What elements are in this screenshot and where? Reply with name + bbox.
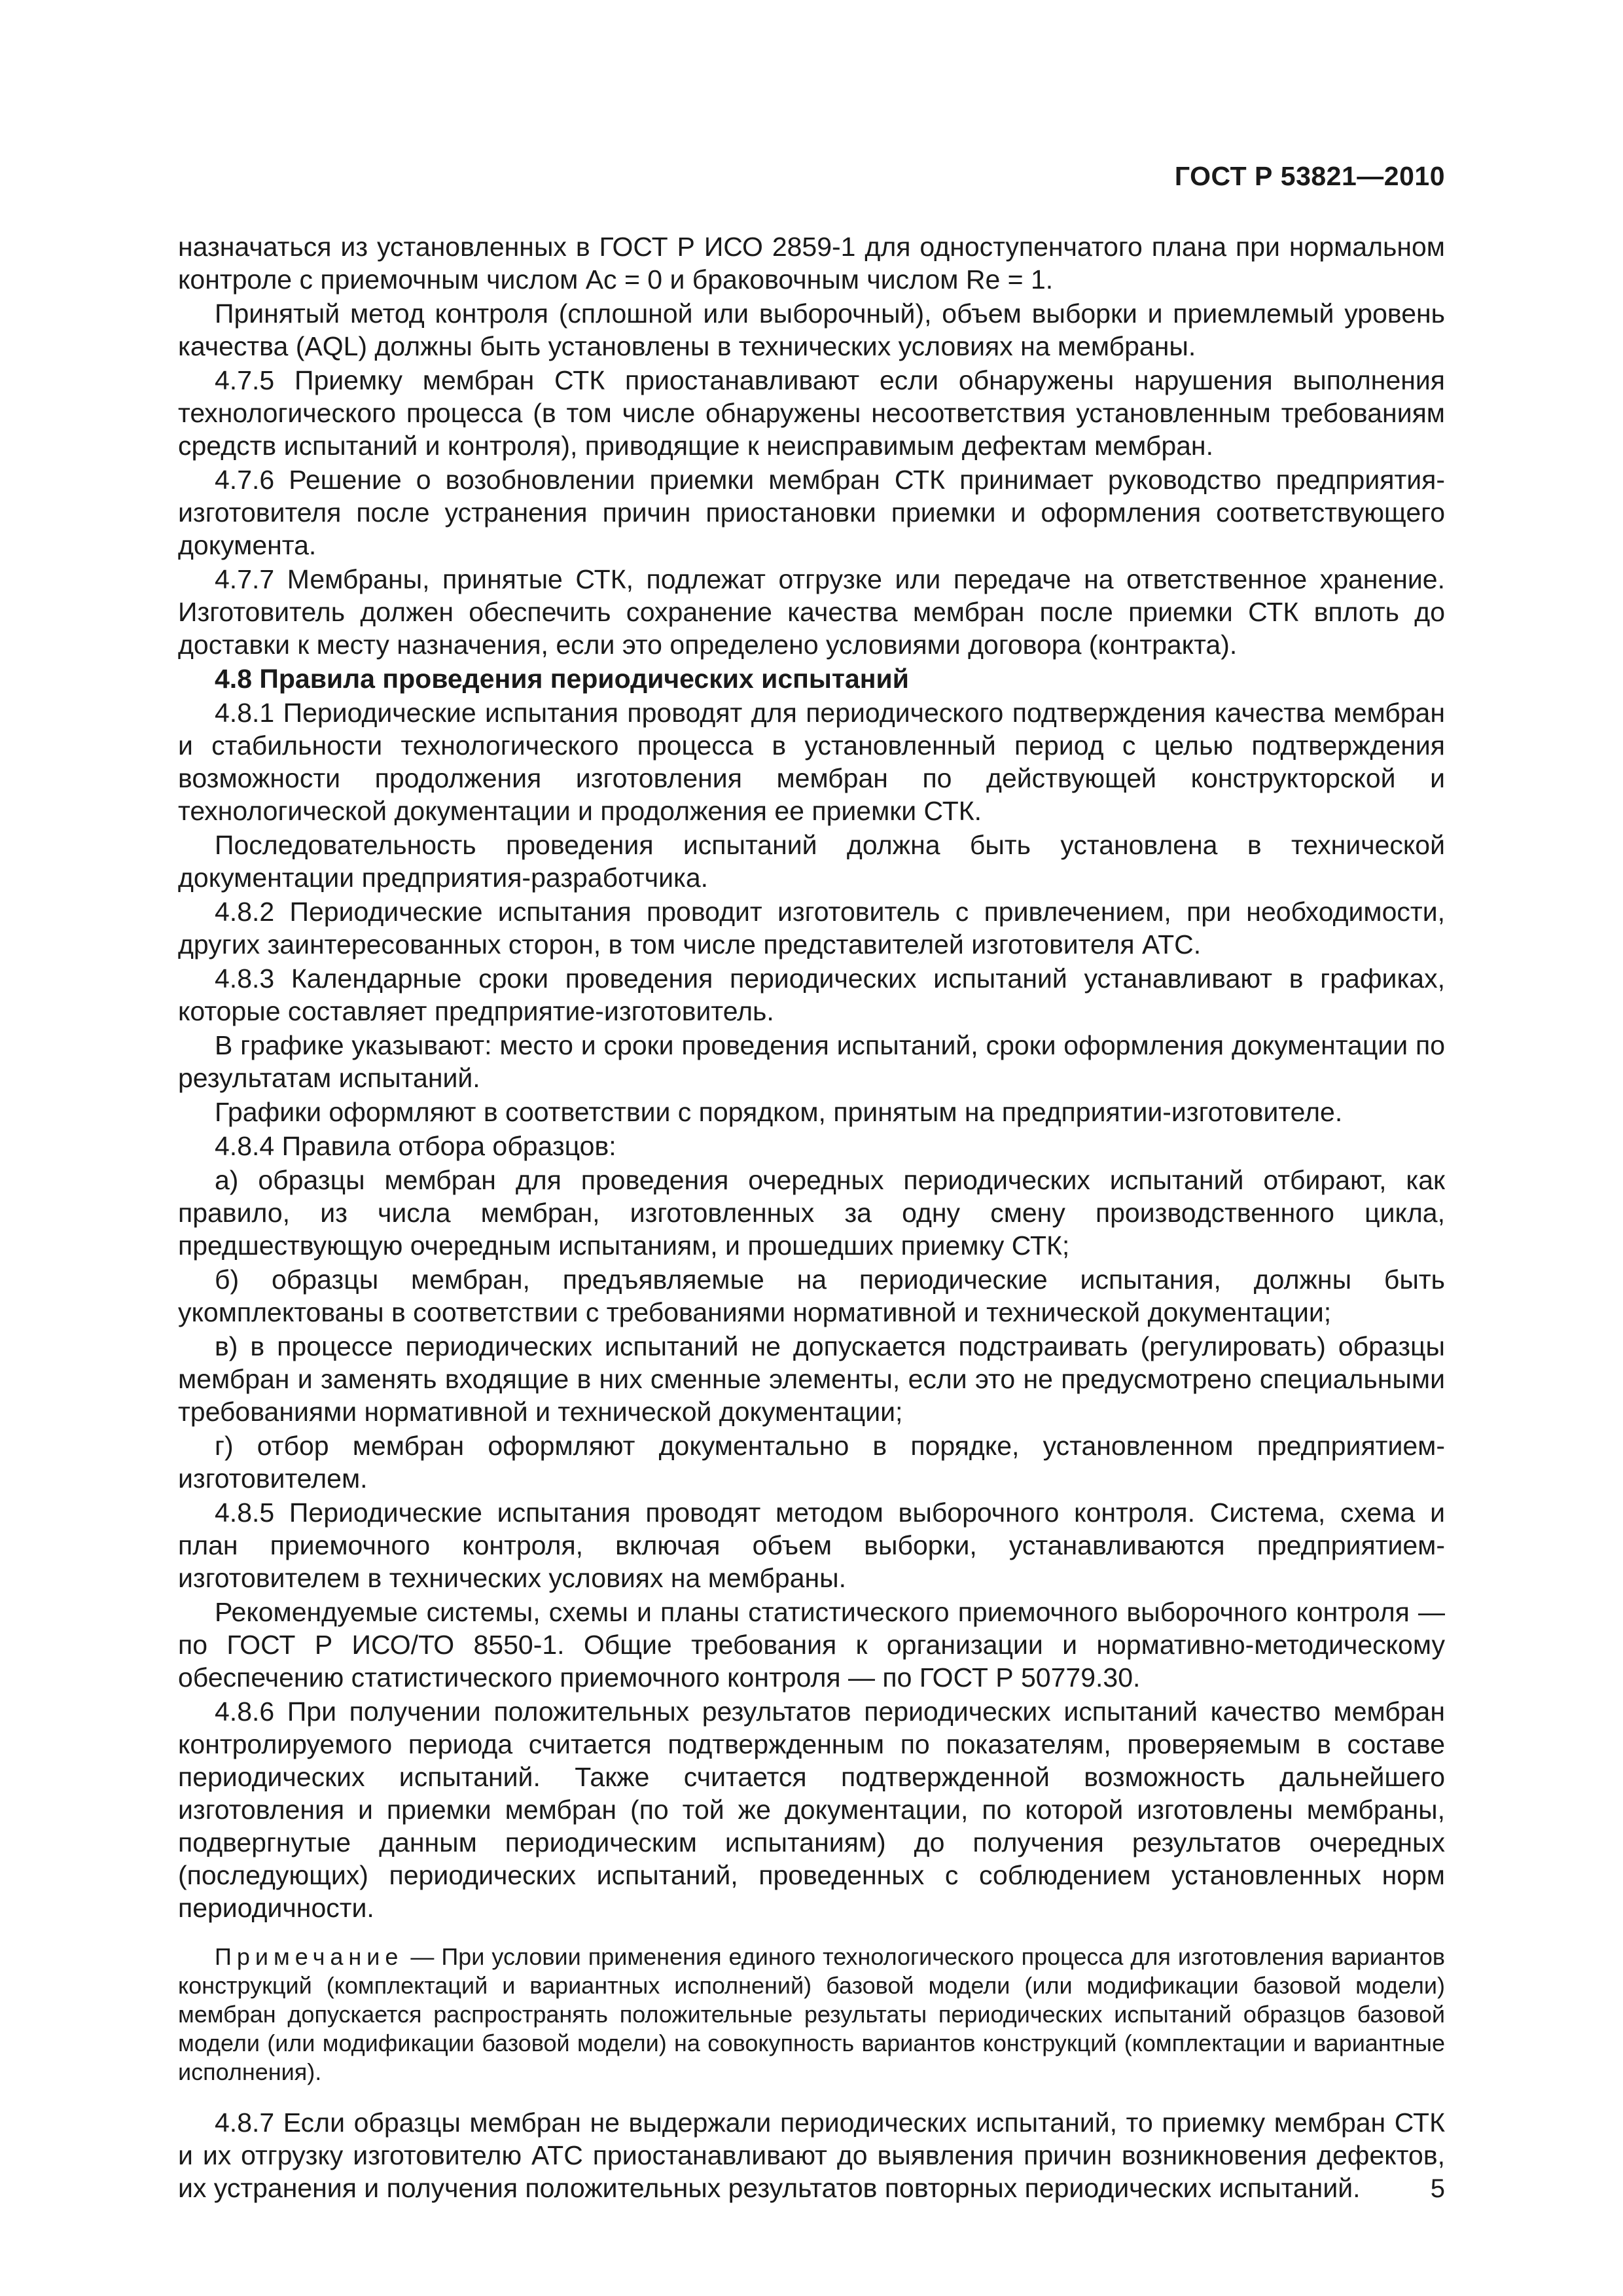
list-item-a: а) образцы мембран для проведения очередных периодических испытаний отбирают, как правило, из числа мембран, изготовленных за одну смену производственного цикла, предшествующую очередным испытаниям, и прошедших приемку СТК; xyxy=(178,1165,1445,1261)
list-item-g: г) отбор мембран оформляют документально в порядке, установленном предприятием-изготовителем. xyxy=(178,1431,1445,1494)
paragraph-4-8-3-schedule: В графике указывают: место и сроки проведения испытаний, сроки оформления документации по результатам испытаний. xyxy=(178,1030,1445,1093)
note xyxy=(178,1943,1445,2087)
paragraph-4-8-2: 4.8.2 Периодические испытания проводит изготовитель с привлечением, при необходимости, других заинтересованных сторон, в том числе представителей изготовителя АТС. xyxy=(178,897,1445,960)
paragraph-4-8-5: 4.8.5 Периодические испытания проводят методом выборочного контроля. Система, схема и план приемочного контроля, включая объем выборки, устанавливаются предприятием-изготовителем в технических условиях на мембраны. xyxy=(178,1498,1445,1593)
paragraph-4-8-1-sequence: Последовательность проведения испытаний должна быть установлена в технической документации предприятия-разработчика. xyxy=(178,830,1445,893)
paragraph-4-8-3: 4.8.3 Календарные сроки проведения периодических испытаний устанавливают в графиках, которые составляет предприятие-изготовитель. xyxy=(178,963,1445,1026)
page-number: 5 xyxy=(1430,2174,1445,2203)
paragraph-4-8-5-standards: Рекомендуемые системы, схемы и планы статистического приемочного выборочного контроля — по ГОСТ Р ИСО/ТО 8550-1. Общие требования к организации и нормативно-методическому обеспечению статистического приемочного контроля — по ГОСТ Р 50779.30. xyxy=(178,1597,1445,1693)
paragraph-4-8-1: 4.8.1 Периодические испытания проводят для периодического подтверждения качества мембран и стабильности технологического процесса в установленный период с целью подтверждения возможности продолжения изготовления мембран по действующей конструкторской и технологической документации и продолжения ее приемки СТК. xyxy=(178,698,1445,826)
paragraph-4-8-6: 4.8.6 При получении положительных результатов периодических испытаний качество мембран контролируемого периода считается подтвержденным по показателям, проверяемым в составе периодических испытаний. Также считается подтвержденной возможность дальнейшего изготовления и приемки мембран (по той же документации, по которой изготовлены мембраны, подвергнутые данным периодическим испытаниям) до получения результатов очередных (последующих) периодических испытаний, проведенных с соблюдением установленных норм периодичности. xyxy=(178,1696,1445,1923)
note-label: Примечание xyxy=(215,1943,404,1970)
paragraph-control-method: Принятый метод контроля (сплошной или выборочный), объем выборки и приемлемый уровень качества (AQL) должны быть установлены в технических условиях на мембраны. xyxy=(178,298,1445,361)
paragraph-4-7-6: 4.7.6 Решение о возобновлении приемки мембран СТК принимает руководство предприятия-изготовителя после устранения причин приостановки приемки и оформления соответствующего документа. xyxy=(178,465,1445,560)
paragraph-4-8-7: 4.8.7 Если образцы мембран не выдержали периодических испытаний, то приемку мембран СТК и их отгрузку изготовителю АТС приостанавливают до выявления причин возникновения дефектов, их устранения и получения положительных результатов повторных периодических испытаний. xyxy=(178,2108,1445,2203)
section-heading-4-8: 4.8 Правила проведения периодических испытаний xyxy=(215,664,909,694)
paragraph-4-8-4: 4.8.4 Правила отбора образцов: xyxy=(215,1131,616,1161)
document-body xyxy=(178,230,1445,2206)
paragraph-4-7-7: 4.7.7 Мембраны, принятые СТК, подлежат отгрузке или передаче на ответственное хранение. Изготовитель должен обеспечить сохранение качества мембран после приемки СТК вплоть до доставки к месту назначения, если это определено условиями договора (контракта). xyxy=(178,564,1445,660)
paragraph-4-7-5: 4.7.5 Приемку мембран СТК приостанавливают если обнаружены нарушения выполнения технологического процесса (в том числе обнаружены несоответствия установленным требованиям средств испытаний и контроля), приводящие к неисправимым дефектам мембран. xyxy=(178,365,1445,461)
paragraph-continuation: назначаться из установленных в ГОСТ Р ИСО 2859-1 для одноступенчатого плана при нормальном контроле с приемочным числом Ac = 0 и браковочным числом Re = 1. xyxy=(178,232,1445,295)
note-text: — При условии применения единого технологического процесса для изготовления вариантов конструкций (комплектаций и вариантных исполнений) базовой модели (или модификации базовой модели) мембран допускается распространять положительные результаты периодических испытаний образцов базовой модели (или модификации базовой модели) на совокупность вариантов конструкций (комплектации и вариантные исполнения). xyxy=(178,1943,1445,2085)
paragraph-4-8-3-order: Графики оформляют в соответствии с порядком, принятым на предприятии-изготовителе. xyxy=(215,1097,1343,1127)
document-id-header: ГОСТ Р 53821—2010 xyxy=(1174,161,1445,191)
list-item-v: в) в процессе периодических испытаний не допускается подстраивать (регулировать) образцы мембран и заменять входящие в них сменные элементы, если это не предусмотрено специальными требованиями нормативной и технической документации; xyxy=(178,1331,1445,1427)
list-item-b: б) образцы мембран, предъявляемые на периодические испытания, должны быть укомплектованы в соответствии с требованиями нормативной и технической документации; xyxy=(178,1265,1445,1327)
